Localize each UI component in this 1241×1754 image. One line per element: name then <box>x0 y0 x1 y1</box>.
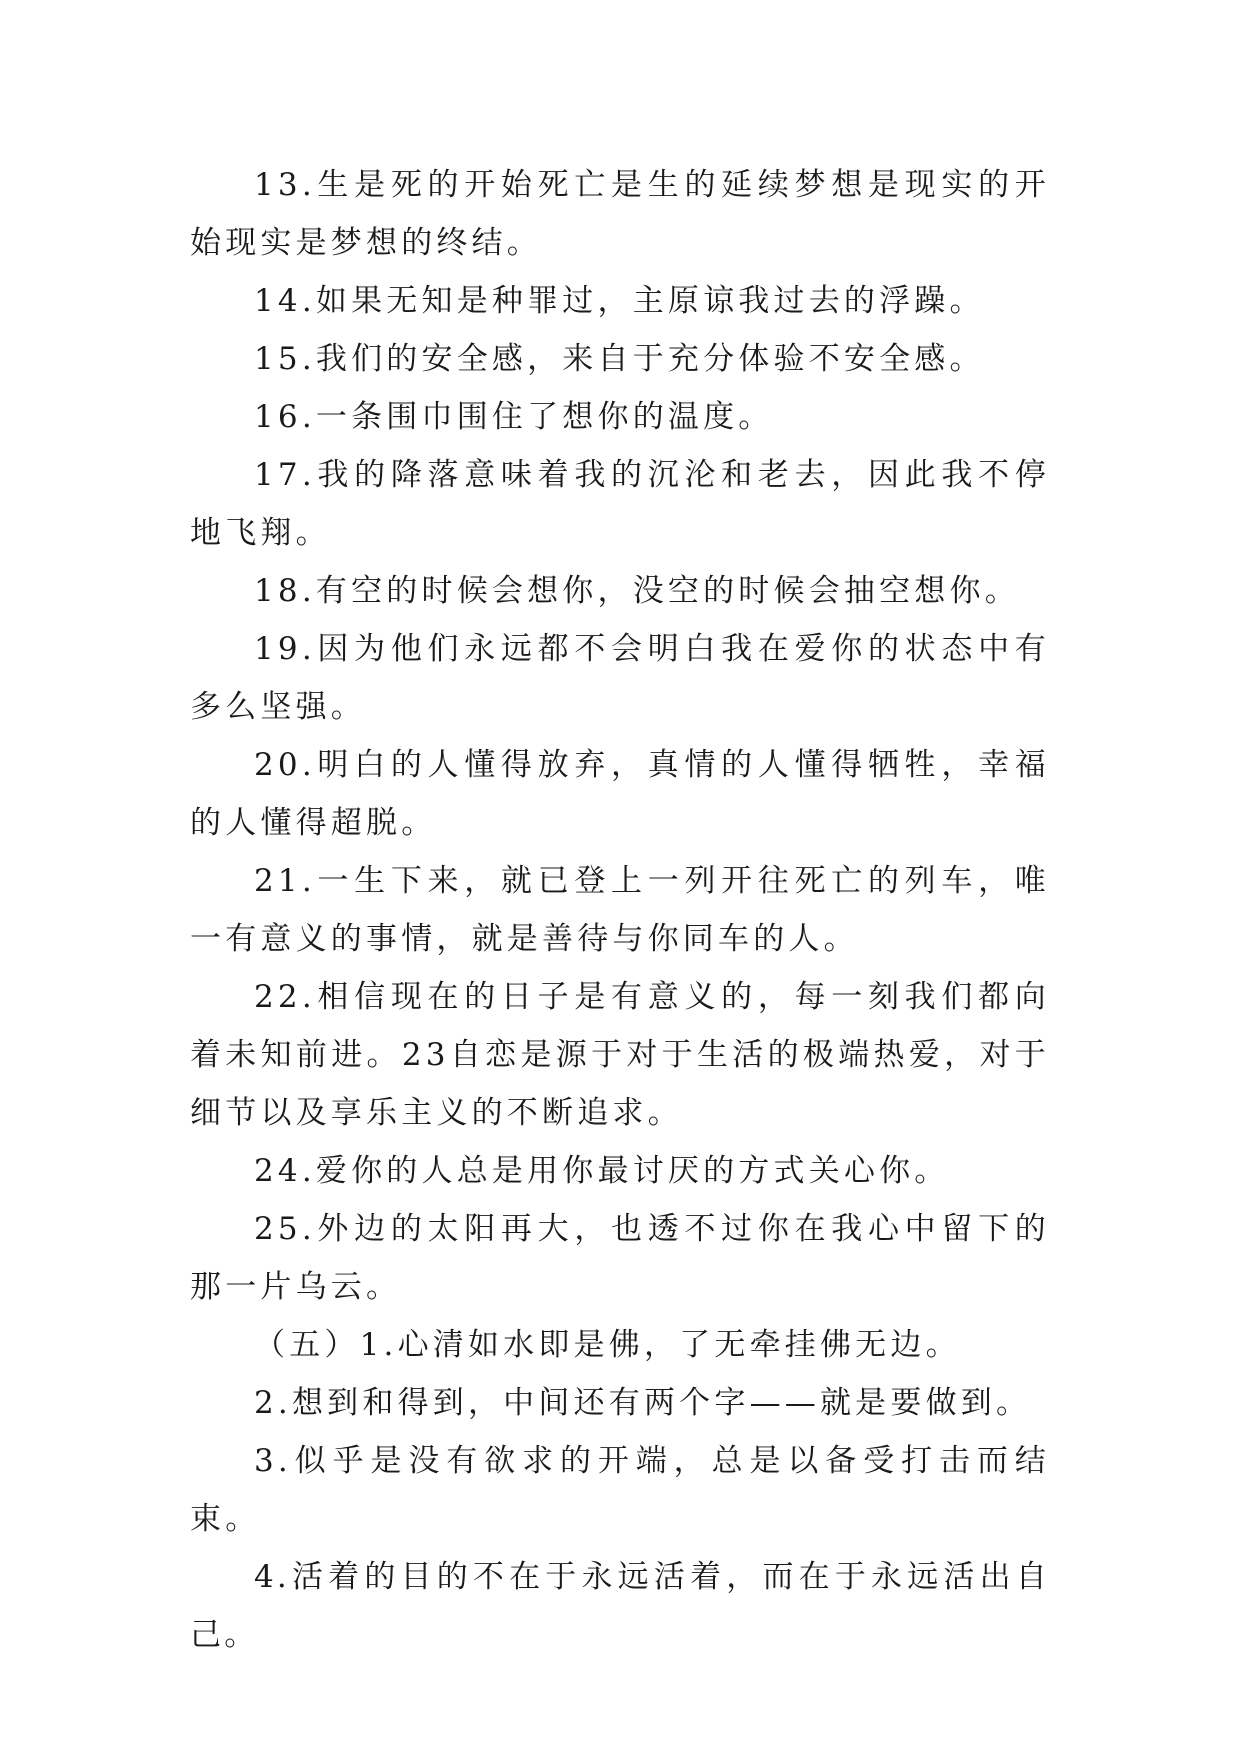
document-page <box>190 156 1050 1664</box>
section-five-paragraph-4: 4.活着的目的不在于永远活着，而在于永远活出自己。 <box>190 1559 1050 1653</box>
paragraph-25: 25.外边的太阳再大，也透不过你在我心中留下的那一片乌云。 <box>190 1211 1050 1305</box>
paragraph-20: 20.明白的人懂得放弃，真情的人懂得牺牲，幸福的人懂得超脱。 <box>190 747 1050 841</box>
paragraph-13: 13.生是死的开始死亡是生的延续梦想是现实的开始现实是梦想的终结。 <box>190 167 1050 261</box>
section-five-paragraph-2: 2.想到和得到，中间还有两个字——就是要做到。 <box>254 1385 1032 1421</box>
paragraph-15: 15.我们的安全感，来自于充分体验不安全感。 <box>254 341 985 377</box>
paragraph-19: 19.因为他们永远都不会明白我在爱你的状态中有多么坚强。 <box>190 631 1050 725</box>
paragraph-14: 14.如果无知是种罪过，主原谅我过去的浮躁。 <box>254 283 985 319</box>
section-five-paragraph-3: 3.似乎是没有欲求的开端，总是以备受打击而结束。 <box>190 1443 1050 1537</box>
paragraph-24: 24.爱你的人总是用你最讨厌的方式关心你。 <box>254 1153 950 1189</box>
paragraph-22-23: 22.相信现在的日子是有意义的，每一刻我们都向着未知前进。23自恋是源于对于生活的极端热爱，对于细节以及享乐主义的不断追求。 <box>190 979 1050 1131</box>
section-five-paragraph-1: （五）1.心清如水即是佛，了无牵挂佛无边。 <box>254 1327 961 1363</box>
paragraph-17: 17.我的降落意味着我的沉沦和老去，因此我不停地飞翔。 <box>190 457 1050 551</box>
paragraph-18: 18.有空的时候会想你，没空的时候会抽空想你。 <box>254 573 1020 609</box>
paragraph-21: 21.一生下来，就已登上一列开往死亡的列车，唯一有意义的事情，就是善待与你同车的人。 <box>190 863 1050 957</box>
paragraph-16: 16.一条围巾围住了想你的温度。 <box>254 399 774 435</box>
